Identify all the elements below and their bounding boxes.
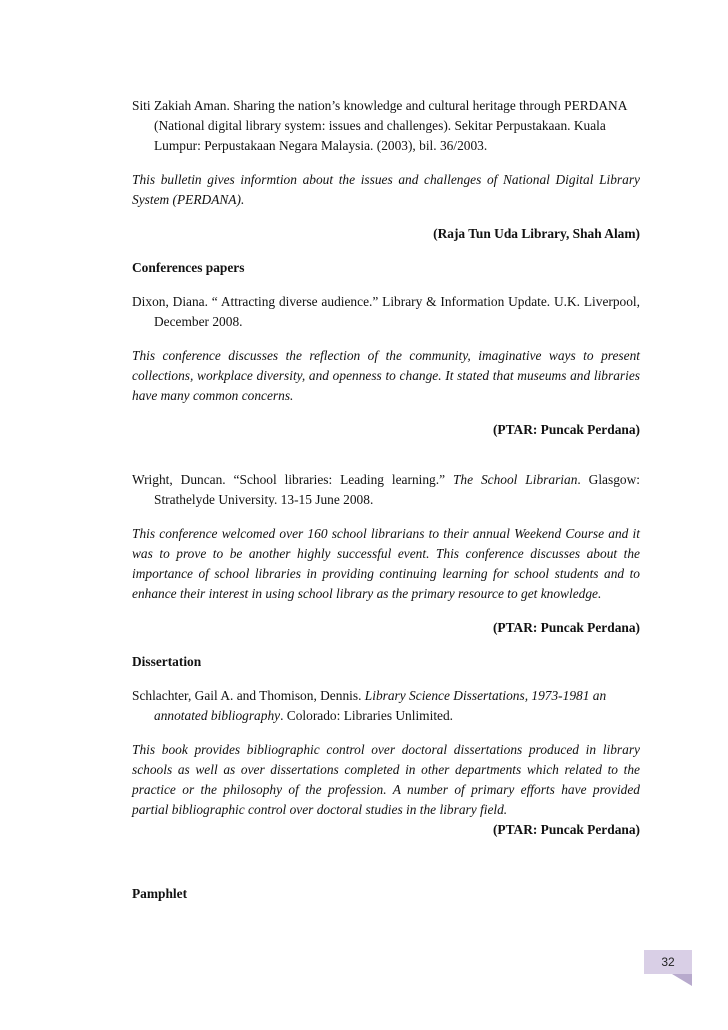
section-heading-dissertation: Dissertation [132, 654, 202, 669]
section-heading-conferences: Conferences papers [132, 260, 245, 275]
citation-schlachter-title: Library Science Dissertations, 1973-1981 an annotated bibliography [154, 688, 607, 723]
citation-schlachter-rest: . Colorado: Libraries Unlimited. [280, 708, 454, 723]
page-number-badge: 32 [644, 950, 692, 974]
summary-wright: This conference welcomed over 160 school librarians to their annual Weekend Course and it was to prove to be another highly successful event. This conference discusses about the importance of school libraries in providing continuing learning for school students and to enhance their interest in using school library as the primary resource to get knowledge. [132, 526, 640, 601]
location-dixon: (PTAR: Puncak Perdana) [492, 422, 640, 437]
citation-schlachter [132, 686, 640, 726]
summary-dixon: This conference discusses the reflection of the community, imaginative ways to present collections, workplace diversity, and openness to change. It stated that museums and libraries have many common concerns. [132, 348, 640, 403]
summary-siti-zakiah: This bulletin gives informtion about the issues and challenges of National Digital Library System (PERDANA). [132, 172, 640, 207]
location-schlachter: (PTAR: Puncak Perdana) [492, 822, 640, 837]
location-siti-zakiah: (Raja Tun Uda Library, Shah Alam) [433, 226, 640, 241]
citation-siti-zakiah: Siti Zakiah Aman. Sharing the nation’s knowledge and cultural heritage through PERDANA (National digital library system: issues and challenges). Sekitar Perpustakaan. Kuala Lumpur: Perpustakaan Negara Malaysia. (2003), bil. 36/2003. [132, 98, 627, 153]
location-wright: (PTAR: Puncak Perdana) [492, 620, 640, 635]
document-body [132, 96, 640, 918]
citation-wright-title: The School Librarian [452, 472, 578, 487]
citation-dixon: Dixon, Diana. “ Attracting diverse audience.” Library & Information Update. U.K. Liverpool, December 2008. [132, 294, 640, 329]
summary-schlachter: This book provides bibliographic control over doctoral dissertations produced in library schools as well as over dissertations completed in other departments which related to the practice or the philosophy of the profession. A number of primary efforts have provided partial bibliographic control over doctoral studies in the library field. [132, 742, 640, 817]
section-heading-pamphlet: Pamphlet [132, 886, 188, 901]
citation-wright [132, 470, 640, 510]
citation-wright-authors: Wright, Duncan. “School libraries: Leading learning.” [132, 472, 453, 487]
page-number-fold-shape [672, 974, 692, 986]
citation-wright-rest: . Glasgow: Strathelyde University. 13-15 June 2008. [154, 472, 640, 507]
citation-schlachter-authors: Schlachter, Gail A. and Thomison, Dennis. [132, 688, 365, 703]
